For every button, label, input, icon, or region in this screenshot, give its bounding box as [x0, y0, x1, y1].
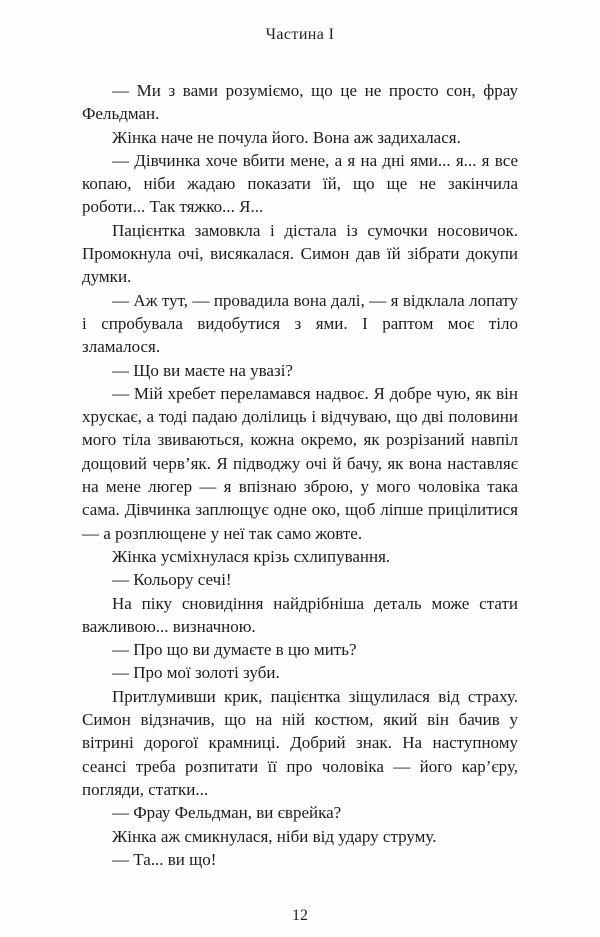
paragraph: — Мій хребет переламався надвоє. Я добре чую, як він хрускає, а тоді падаю долілиць і відчуваю, що дві половини мого тіла звиваються, кожна окремо, як розрізаний навпіл дощовий черв’як. Я підводжу очі й бачу, як вона наставляє на мене люгер — я впізнаю зброю, у мого чоловіка така сама. Дівчинка заплющує одне око, щоб ліпше прицілитися — а розплющене у неї так само жовте.: [82, 383, 518, 543]
paragraph: — Про що ви думаєте в цю мить?: [112, 640, 357, 660]
page-number: 12: [292, 907, 308, 924]
paragraph: — Та... ви що!: [112, 849, 217, 869]
paragraph: Жінка аж смикнулася, ніби від удару струму.: [112, 826, 437, 846]
paragraph: Жінка наче не почула його. Вона аж задихалася.: [112, 127, 461, 147]
paragraph: — Фрау Фельдман, ви єврейка?: [112, 803, 342, 823]
paragraph: — Кольору сечі!: [112, 570, 232, 590]
paragraph: — Про мої золоті зуби.: [112, 663, 280, 683]
paragraph: — Дівчинка хоче вбити мене, а я на дні ями... я... я все копаю, ніби жадаю показати їй, що ще не закінчила роботи... Так тяжко... Я...: [82, 150, 518, 217]
paragraph: Притлумивши крик, пацієнтка зіщулилася від страху. Симон відзначив, що на ній костюм, який він бачив у вітрині дорогої крамниці. Добрий знак. На наступному сеансі треба розпитати її про чоловіка — його кар’єру, погляди, статки...: [82, 686, 518, 799]
paragraph: — Що ви маєте на увазі?: [112, 360, 293, 380]
paragraph: — Аж тут, — провадила вона далі, — я відклала лопату і спробувала видобутися з ями. І раптом моє тіло зламалося.: [82, 290, 518, 357]
chapter-header: Частина I: [265, 26, 335, 43]
paragraph: Пацієнтка замовкла і дістала із сумочки носовичок. Промокнула очі, висякалася. Симон дав їй зібрати докупи думки.: [82, 220, 518, 287]
paragraph: На піку сновидіння найдрібніша деталь може стати важливою... визначною.: [82, 593, 518, 636]
paragraph: Жінка усміхнулася крізь схлипування.: [112, 546, 391, 566]
body-text: [82, 79, 518, 871]
paragraph: — Ми з вами розуміємо, що це не просто сон, фрау Фельдман.: [82, 81, 518, 124]
